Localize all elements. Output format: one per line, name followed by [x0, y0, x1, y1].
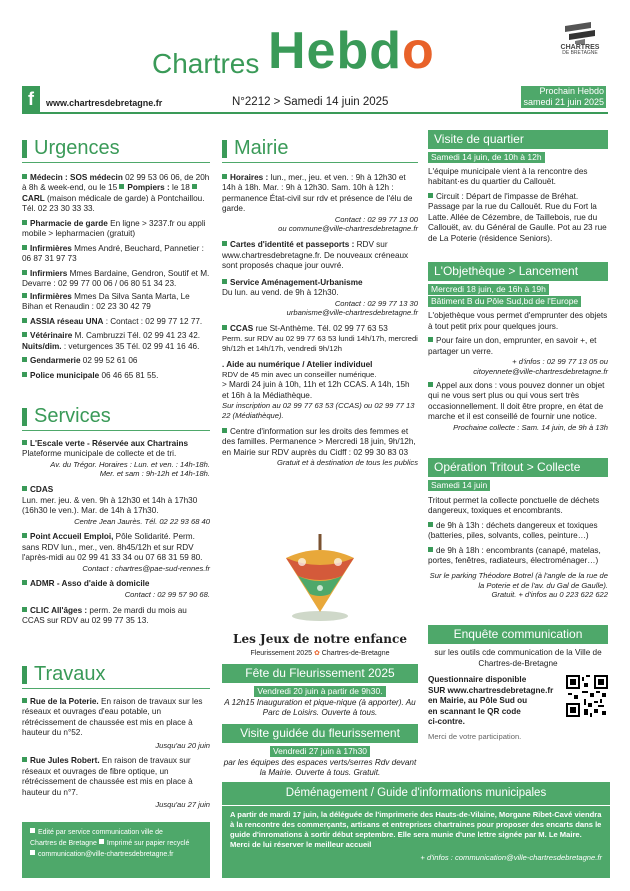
tritout-title: Opération Tritout > Collecte [428, 458, 608, 477]
travaux-title: Travaux [22, 662, 210, 689]
travaux-section: Travaux Rue de la Poterie. En raison de travaux sur les réseaux et ouvrages d'eau potable, un rétrécissement de chaussée est mis en place à hauteur du n°52. Jusqu'au 20 juin Rue Jules Robert. En raison de travaux sur réseaux et ouvrages de fibre optique, un rétrécissement de chaussée est mis en place à hauteur du n°7. Jusqu'au 27 juin [22, 663, 210, 810]
brand-hebdo: Hebdo [268, 22, 435, 80]
spinning-top-illustration [222, 528, 418, 628]
next-issue: Prochain Hebdo samedi 21 juin 2025 [523, 86, 604, 107]
demenagement-title: Déménagement / Guide d'informations municipales [222, 782, 610, 806]
objetheque-title: L'Objethèque > Lancement [428, 262, 608, 281]
demenagement-section: Déménagement / Guide d'informations municipales A partir de mardi 17 juin, la déléguée de l'imprimerie des Hauts-de-Vilaine, Morgane Ribet-Cavé viendra à la rencontre des commerçants, artisans et entreprises chartraines pour proposer des encarts dans le guide d'inromations à sortir début septembre. Elle sera munie d'une lettre signée par M. Le Maire. Merci de lui réserver le meilleur accueil + d'infos : communication@ville-chartresdebretagne.fr [222, 782, 610, 878]
fete-title: Fête du Fleurissement 2025 [222, 664, 418, 683]
services-section: Services L'Escale verte - Réservée aux Chartrains Plateforme municipale de collecte et de tri. Av. du Trégor. Horaires : Lun. et ven. : 14h-18h. Mer. et sam : 9h-12h et 14h-18h. CDAS Lun. mer. jeu. & ven. 9h à 12h30 et 14h à 17h30 (16h30 le ven.). Mar. de 14h à 17h30. Centre Jean Jaurès. Tél. 02 22 93 68 40 Point Accueil Emploi, Pôle Solidarité. Perm. sans RDV lun., mer., ven. 8h45/12h et sur RDV l'après-midi au 02 99 41 33 34 ou 07 68 31 59 80. Contact : chartres@pae-sud-rennes.fr ADMR - Asso d'aide à domicile Contact : 02 99 57 90 68. CLIC All'âges : perm. 2e mardi du mois au CCAS sur RDV au 02 99 77 35 13. [22, 405, 210, 626]
visite-section: Visite de quartier Samedi 14 juin, de 10h à 12h L'équipe municipale vient à la rencontre des habitant·es du quartier du Callouët. Circuit : Départ de l'impasse de Bréhat. Passage par la rue du Callouët. Rue du Fort la Latte. Allée de Cézembre, de Taillebois, rue du Callouët, av. du Général de Gaulle. Pot au 23 rue de La Poterie (résidence Seniors). [428, 132, 607, 243]
mairie-section: Mairie Horaires : lun., mer., jeu. et ven. : 9h à 12h30 et 14h à 18h. Mar. : 9h à 12h30. Sam. 10h à 12h : permanence État-civil sur rdv et présence de l'élu de garde. Contact : 02 99 77 13 00 ou commune@ville-chartresdebretagne.fr Cartes d'identité et passeports : RDV sur www.chartresdebretagne.fr. De nouveaux créneaux sont proposés chaque jour ouvré. Service Aménagement-Urbanisme Du lun. au vend. de 9h à 12h30. Contact : 02 99 77 13 30 urbanisme@ville-chartresdebretagne.fr CCAS rue St-Anthème. Tél. 02 99 77 63 53 Perm. sur RDV au 02 99 77 63 53 lundi 14h/17h, mercredi 9h/12h et 14h/17h, vendredi 9h/12h . Aide au numérique / Atelier individuel RDV de 45 min avec un conseiller numérique. > Mardi 24 juin à 10h, 11h et 12h CCAS. A 14h, 15h et 16h à la Médiathèque. Sur inscription au 02 99 77 63 53 (CCAS) ou 02 99 77 13 22 (Médiathèque). Centre d'information sur les droits des femmes et des familles. Permanence > Mercredi 18 juin, 9h/12h, en Mairie sur RDV auprès du Cidff : 02 99 30 83 03 Gratuit et à destination de tous les publics [222, 137, 418, 468]
footer-imprint: Edité par service communication ville de Chartres de Bretagne Imprimé sur papier recyclé communication@ville-chartresdebretagne.fr [22, 822, 210, 878]
jeux-title: Les Jeux de notre enfance [233, 631, 407, 646]
fleur-subtitle: Fleurissement 2025 ✿ Chartres-de-Bretagne [250, 649, 390, 657]
facebook-icon[interactable]: f [22, 86, 40, 112]
brand-chartres: Chartres [152, 48, 260, 79]
visite-title: Visite de quartier [428, 130, 608, 149]
tritout-section: Opération Tritout > Collecte Samedi 14 juin Tritout permet la collecte ponctuelle de déchets dangereux, toxiques et encombrants. de 9h à 13h : déchets dangereux et toxiques (batteries, piles, solvants, colles, peinture…) de 9h à 18h : encombrants (canapé, matelas, portes, fenêtres, radiateurs, électroménager…) Sur le parking Théodore Botrel (à l'angle de la rue de la Poterie et de l'av. du Gal de Gaulle). Gratuit. + d'infos au 0 223 622 622 [428, 460, 608, 600]
mairie-title: Mairie [222, 136, 418, 163]
site-url[interactable]: www.chartresdebretagne.fr [46, 98, 163, 108]
enquete-section: Enquête communication sur les outils cde communication de la Ville de Chartres-de-Bretagne Questionnaire disponible SUR www.chartresdebretagne.fr en Mairie, au Pôle Sud ou en scannant le QR code ci-contre. Merci de votre participation. [428, 625, 608, 771]
enquete-title: Enquête communication [428, 625, 608, 644]
fleurissement-section: Les Jeux de notre enfance Fleurissement 2025 ✿ Chartres-de-Bretagne Fête du Fleurissement 2025 Vendredi 20 juin à partir de 9h30. A 12h15 Inauguration et pique-nique (à apporter). Au Parc de Loisirs. Ouverte à tous. Visite guidée du fleurissement Vendredi 27 juin à 17h30 par les équipes des espaces verts/serres Rdv devant la Mairie. Ouverte à tous. Gratuit. [222, 528, 418, 779]
services-title: Services [22, 404, 210, 431]
objetheque-section: L'Objethèque > Lancement Mercredi 18 juin, de 16h à 19h Bâtiment B du Pôle Sud,bd de l'Europe L'objethèque vous permet d'emprunter des objets à tout petit prix pour quelques jours. Pour faire un don, emprunter, en savoir +, et partager un verre. + d'infos : 02 99 77 13 05 ou citoyennete@ville-chartresdebretagne.fr Appel aux dons : vous pouvez donner un objet qui ne vous sert plus ou qui vous sert très occasionnellement. Il doit être propre, en état de marche et il est conseillé de fournir une notice. Prochaine collecte : Sam. 14 juin, de 9h à 13h [428, 264, 608, 432]
issue-number: N°2212 > Samedi 14 juin 2025 [232, 96, 389, 108]
logo-icon [565, 22, 595, 44]
urgences-title: Urgences [22, 136, 210, 163]
city-logo: CHARTRES DE BRETAGNE [554, 22, 606, 56]
urgences-section: Urgences Médecin : SOS médecin 02 99 53 06 06, de 20h à 8h & week-end, ou le 15 Pompiers : le 18 CARL (maison médicale de garde) à Pontchaillou. Tél. 02 23 30 33 33. Pharmacie de garde En ligne > 3237.fr ou appli mobile > lepharmacien (gratuit) Infirmières Mmes André, Beuchard, Pannetier : 06 87 31 97 73 Infirmiers Mmes Bardaine, Gendron, Soutif et M. Devarre : 02 99 77 00 06 / 06 80 51 34 23. Infirmières Mmes Da Silva Santa Marta, Le Bihan et Renaudin : 02 23 30 42 79 ASSIA réseau UNA : Contact : 02 99 77 12 77. Vétérinaire M. Cambruzzi Tél. 02 99 41 23 42. Nuits/dim. : veturgences 35 Tél. 02 99 41 16 46. Gendarmerie 02 99 52 61 06 Police municipale 06 46 65 81 55. [22, 137, 210, 380]
qr-code-icon[interactable] [566, 675, 608, 717]
visite-guidee-title: Visite guidée du fleurissement [222, 724, 418, 743]
